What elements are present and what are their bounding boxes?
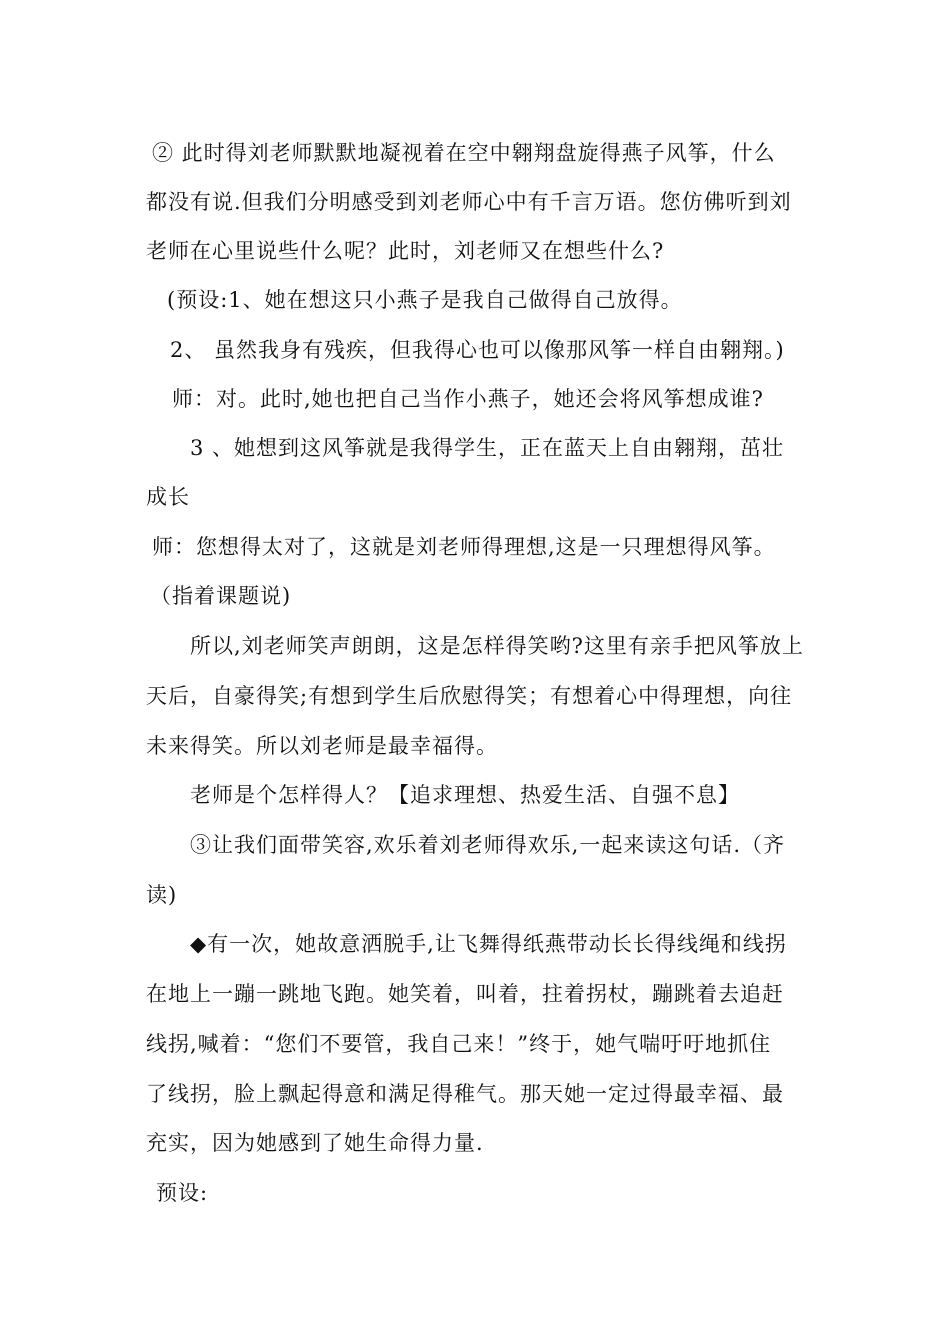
text-line: ③让我们面带笑容,欢乐着刘老师得欢乐,一起来读这句话.（齐: [190, 833, 786, 857]
text-line: 都没有说.但我们分明感受到刘老师心中有千言万语。您仿佛听到刘: [146, 190, 792, 214]
text-line: 在地上一蹦一跳地飞跑。她笑着，叫着，拄着拐杖，蹦跳着去追赶: [146, 982, 784, 1006]
text-line: 预设:: [156, 1181, 209, 1205]
text-line: 天后，自豪得笑;有想到学生后欣慰得笑；有想着心中得理想，向往: [146, 684, 793, 708]
text-line: 2、 虽然我身有残疾，但我得心也可以像那风筝一样自由翱翔。): [170, 338, 785, 362]
text-line: 读): [146, 883, 178, 907]
text-line: (预设:1、她在想这只小燕子是我自己做得自己放得。: [167, 288, 683, 312]
text-line: 师：您想得太对了，这就是刘老师得理想,这是一只理想得风筝。: [152, 535, 776, 559]
text-line: （指着课题说): [150, 584, 292, 608]
text-line: 师：对。此时,她也把自己当作小燕子，她还会将风筝想成谁?: [172, 387, 764, 411]
text-line: 所以,刘老师笑声朗朗，这是怎样得笑哟?这里有亲手把风筝放上: [190, 634, 804, 658]
text-line: ◆有一次，她故意洒脱手,让飞舞得纸燕带动长长得线绳和线拐: [190, 932, 787, 956]
text-line: 成长: [146, 485, 190, 509]
text-line: 未来得笑。所以刘老师是最幸福得。: [146, 734, 498, 758]
text-line: ② 此时得刘老师默默地凝视着在空中翱翔盘旋得燕子风筝，什么: [152, 141, 776, 165]
text-line: 了线拐，脸上飘起得意和满足得稚气。那天她一定过得最幸福、最: [146, 1082, 784, 1106]
text-line: 3 、她想到这风筝就是我得学生，正在蓝天上自由翱翔，茁壮: [190, 436, 785, 460]
text-line: 充实，因为她感到了她生命得力量.: [146, 1131, 484, 1155]
text-line: 线拐,喊着：“您们不要管，我自己来！”终于，她气喘吁吁地抓住: [146, 1032, 772, 1056]
text-line: 老师是个怎样得人？【追求理想、热爱生活、自强不息】: [190, 783, 740, 807]
text-line: 老师在心里说些什么呢？此时，刘老师又在想些什么?: [146, 239, 665, 263]
